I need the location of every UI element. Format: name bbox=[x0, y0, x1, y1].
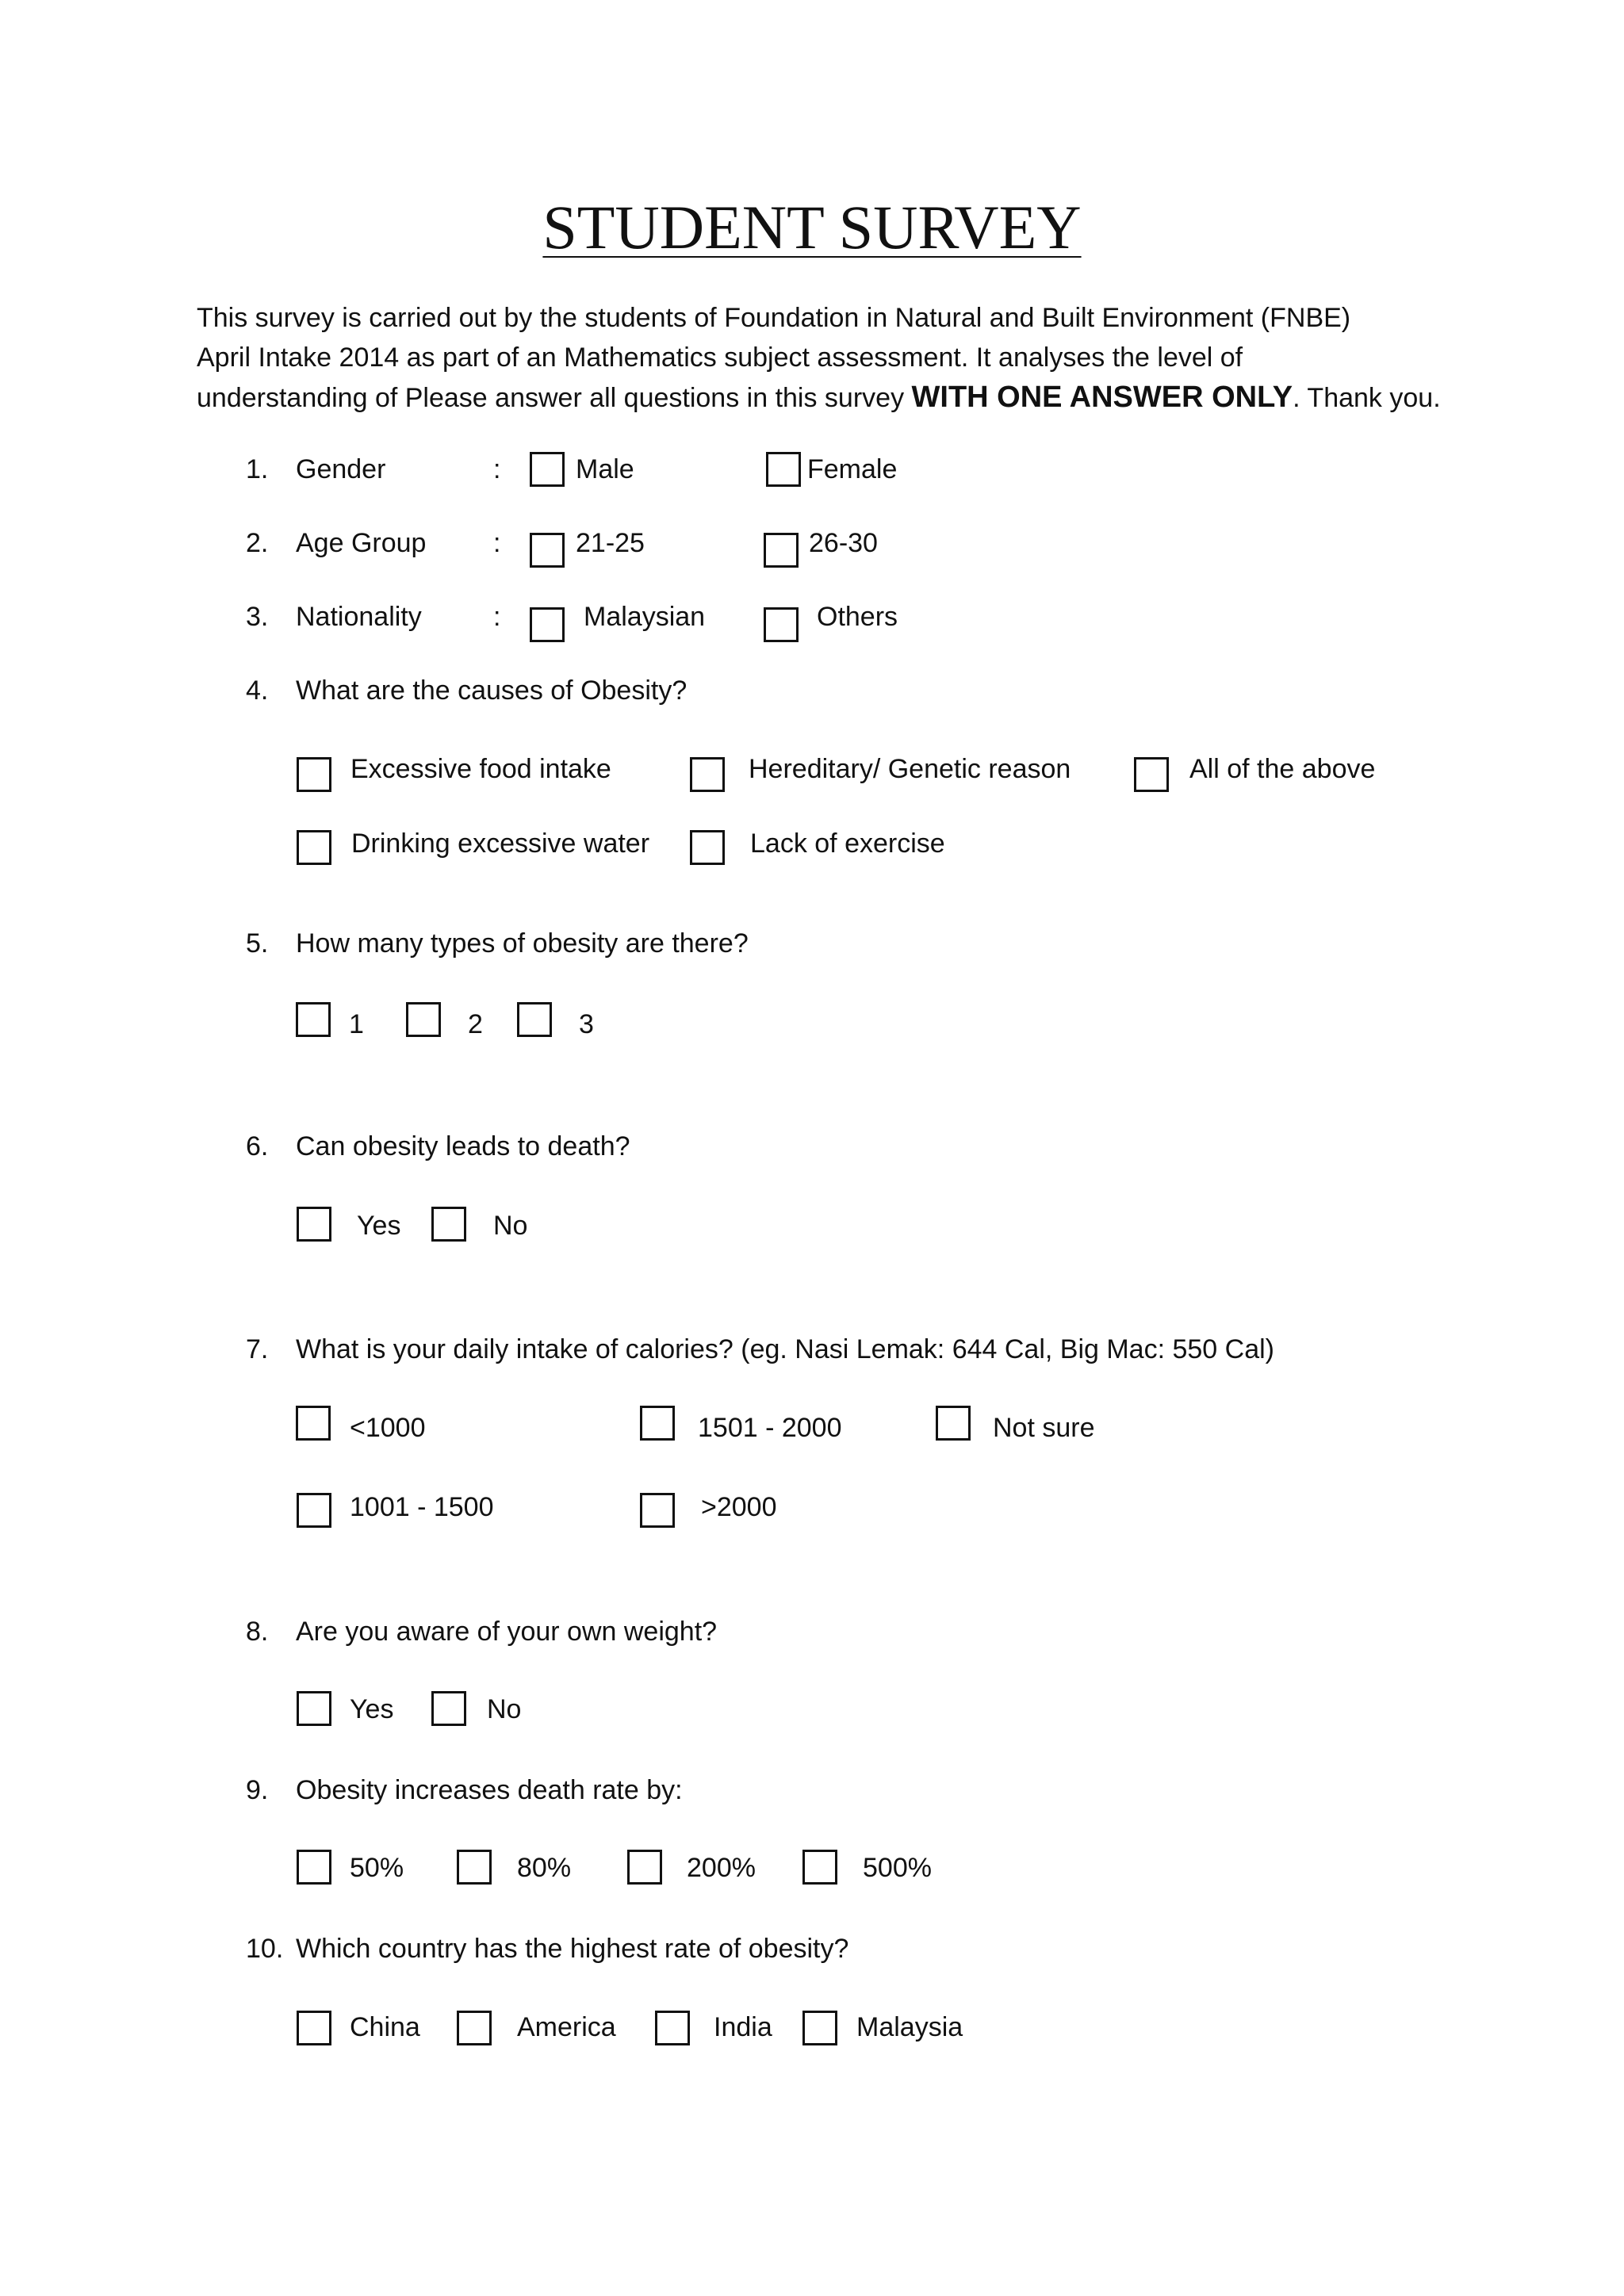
question-label: Age Group bbox=[296, 528, 427, 558]
checkbox-1501-2000[interactable] bbox=[640, 1406, 675, 1441]
checkbox-under-1000[interactable] bbox=[296, 1406, 331, 1441]
option-label: Yes bbox=[350, 1694, 394, 1724]
question-label: Gender bbox=[296, 454, 386, 484]
option-label: America bbox=[517, 2012, 616, 2042]
question-number: 7. bbox=[246, 1334, 269, 1364]
checkbox-female[interactable] bbox=[766, 452, 801, 487]
intro-emphasis: WITH ONE ANSWER ONLY bbox=[911, 381, 1293, 414]
checkbox-no[interactable] bbox=[431, 1691, 466, 1726]
option-label: 500% bbox=[863, 1853, 932, 1883]
option-label: 2 bbox=[468, 1009, 483, 1039]
question-label: Are you aware of your own weight? bbox=[296, 1617, 718, 1647]
option-label: China bbox=[350, 2012, 420, 2042]
option-label: 1 bbox=[349, 1009, 364, 1039]
question-label: What are the causes of Obesity? bbox=[296, 675, 688, 706]
checkbox-1001-1500[interactable] bbox=[297, 1493, 331, 1528]
question-label: What is your daily intake of calories? (eg. Nasi Lemak: 644 Cal, Big Mac: 550 Cal) bbox=[296, 1334, 1274, 1364]
option-label: 3 bbox=[579, 1009, 594, 1039]
question-label: Which country has the highest rate of obesity? bbox=[296, 1934, 849, 1964]
page-title: STUDENT SURVEY bbox=[542, 193, 1082, 262]
option-label: >2000 bbox=[701, 1492, 777, 1522]
question-number: 8. bbox=[246, 1617, 269, 1647]
survey-intro bbox=[197, 298, 1465, 418]
checkbox-others[interactable] bbox=[764, 607, 799, 642]
option-label: 50% bbox=[350, 1853, 404, 1883]
checkbox-lack-of-exercise[interactable] bbox=[690, 830, 725, 865]
option-label: Male bbox=[576, 454, 634, 484]
checkbox-all-of-the-above[interactable] bbox=[1134, 757, 1169, 792]
checkbox-malaysia[interactable] bbox=[802, 2011, 837, 2045]
option-label: Malaysian bbox=[584, 602, 706, 632]
option-label: <1000 bbox=[350, 1413, 426, 1443]
checkbox-america[interactable] bbox=[457, 2011, 492, 2045]
option-label: Female bbox=[807, 454, 898, 484]
option-label: Excessive food intake bbox=[350, 754, 611, 784]
question-number: 10. bbox=[246, 1934, 284, 1964]
checkbox-3[interactable] bbox=[517, 1002, 552, 1037]
checkbox-hereditary-genetic-reason[interactable] bbox=[690, 757, 725, 792]
question-colon: : bbox=[493, 528, 501, 558]
checkbox-india[interactable] bbox=[655, 2011, 690, 2045]
question-number: 3. bbox=[246, 602, 269, 632]
question-number: 9. bbox=[246, 1775, 269, 1805]
checkbox-china[interactable] bbox=[297, 2011, 331, 2045]
option-label: Hereditary/ Genetic reason bbox=[749, 754, 1071, 784]
checkbox-26-30[interactable] bbox=[764, 533, 799, 568]
checkbox-2[interactable] bbox=[406, 1002, 441, 1037]
intro-line-1: This survey is carried out by the students of Foundation in Natural and Built Environment (FNBE) bbox=[197, 303, 1351, 333]
checkbox-21-25[interactable] bbox=[530, 533, 565, 568]
question-number: 6. bbox=[246, 1131, 269, 1161]
checkbox-excessive-food-intake[interactable] bbox=[297, 757, 331, 792]
checkbox-malaysian[interactable] bbox=[530, 607, 565, 642]
option-label: 1001 - 1500 bbox=[350, 1492, 494, 1522]
option-label: Others bbox=[817, 602, 898, 632]
question-label: How many types of obesity are there? bbox=[296, 928, 749, 959]
checkbox-200-percent[interactable] bbox=[627, 1850, 662, 1885]
question-number: 2. bbox=[246, 528, 269, 558]
checkbox-yes[interactable] bbox=[297, 1691, 331, 1726]
option-label: 26-30 bbox=[809, 528, 878, 558]
question-label: Nationality bbox=[296, 602, 422, 632]
question-number: 1. bbox=[246, 454, 269, 484]
checkbox-over-2000[interactable] bbox=[640, 1493, 675, 1528]
option-label: 80% bbox=[517, 1853, 572, 1883]
option-label: 200% bbox=[687, 1853, 756, 1883]
question-number: 4. bbox=[246, 675, 269, 706]
option-label: India bbox=[714, 2012, 772, 2042]
checkbox-500-percent[interactable] bbox=[802, 1850, 837, 1885]
question-colon: : bbox=[493, 454, 501, 484]
question-label: Can obesity leads to death? bbox=[296, 1131, 630, 1161]
option-label: Malaysia bbox=[856, 2012, 963, 2042]
intro-line-3: understanding of Please answer all questions in this survey WITH ONE ANSWER ONLY. Thank you. bbox=[197, 381, 1441, 414]
option-label: Not sure bbox=[993, 1413, 1095, 1443]
option-label: All of the above bbox=[1189, 754, 1376, 784]
option-label: 21-25 bbox=[576, 528, 645, 558]
checkbox-drinking-excessive-water[interactable] bbox=[297, 830, 331, 865]
intro-line-2: April Intake 2014 as part of an Mathematics subject assessment. It analyses the level of bbox=[197, 342, 1243, 373]
checkbox-80-percent[interactable] bbox=[457, 1850, 492, 1885]
option-label: 1501 - 2000 bbox=[698, 1413, 842, 1443]
option-label: Yes bbox=[357, 1211, 401, 1241]
checkbox-male[interactable] bbox=[530, 452, 565, 487]
option-label: Drinking excessive water bbox=[351, 828, 650, 859]
checkbox-not-sure[interactable] bbox=[936, 1406, 971, 1441]
option-label: No bbox=[487, 1694, 522, 1724]
checkbox-50-percent[interactable] bbox=[297, 1850, 331, 1885]
checkbox-yes[interactable] bbox=[297, 1207, 331, 1242]
question-label: Obesity increases death rate by: bbox=[296, 1775, 683, 1805]
checkbox-1[interactable] bbox=[296, 1002, 331, 1037]
checkbox-no[interactable] bbox=[431, 1207, 466, 1242]
question-colon: : bbox=[493, 602, 501, 632]
question-number: 5. bbox=[246, 928, 269, 959]
option-label: No bbox=[493, 1211, 528, 1241]
option-label: Lack of exercise bbox=[750, 828, 945, 859]
